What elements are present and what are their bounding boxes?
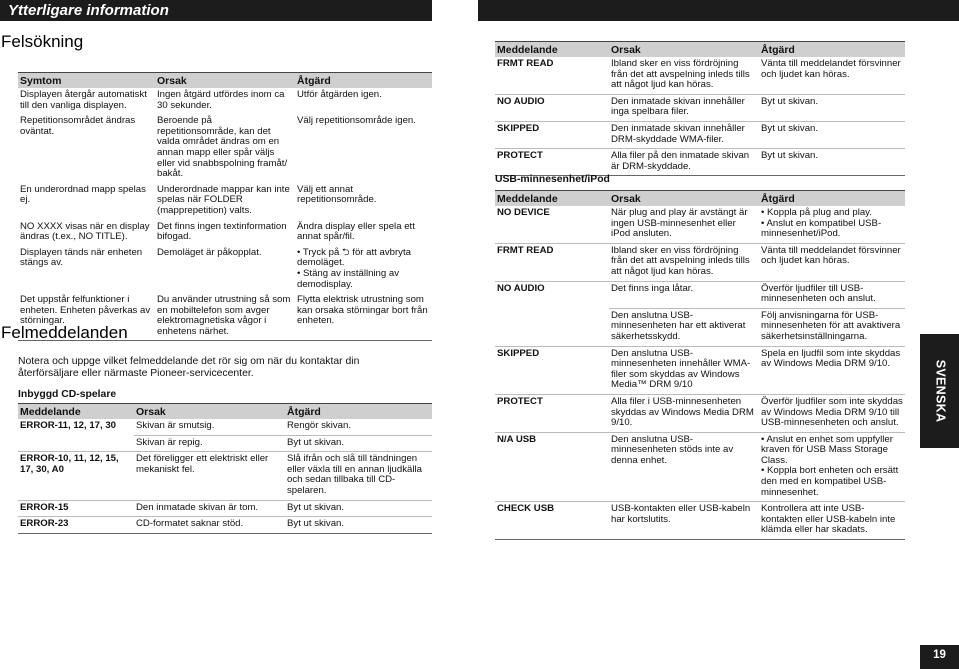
column-header: Orsak — [155, 73, 295, 89]
table-row — [18, 183, 432, 220]
table-row — [495, 346, 905, 394]
table-row — [495, 394, 905, 432]
cd-error-table-continued — [495, 41, 905, 176]
felsokning-title: Felsökning — [1, 32, 84, 51]
cause-cell: Det finns inga låtar. — [609, 281, 759, 308]
cause-cell: Ibland sker en viss fördröjning från det att avspelning inleds tills att något ljud kan höras. — [611, 58, 750, 91]
action-cell: Flytta elektrisk utrustning som kan orsaka störningar bort från enheten. — [295, 293, 432, 341]
action-cell: Ändra display eller spela ett annat spår/fil. — [297, 220, 415, 243]
message-cell: PROTECT — [495, 394, 609, 432]
table-row — [495, 432, 905, 502]
intro-paragraph: Notera och uppge vilket felmeddelande det rör sig om när du kontaktar din återförsäljare eller närmaste Pioneer-servicecenter. — [18, 356, 360, 379]
action-cell: Utför åtgärden igen. — [297, 89, 382, 100]
action-cell: Byt ut skivan. — [759, 121, 905, 148]
troubleshooting-table — [18, 72, 432, 341]
action-bullet: • Anslut en enhet som uppfyller kraven för USB Mass Storage Class. — [761, 433, 893, 466]
action-cell: Byt ut skivan. — [285, 517, 432, 534]
action-bullet: • Koppla bort enheten och ersätt den med en kompatibel USB-minnesenhet. — [761, 465, 899, 498]
usb-error-table — [495, 190, 905, 540]
section-header-title: Ytterligare information — [8, 2, 169, 19]
column-header: Åtgärd — [285, 404, 432, 420]
cause-cell: Beroende på repetitionsområde, kan det valda området ändras om en annan mapp eller spår väljs eller vid snabbspolning framåt/ bakåt. — [157, 115, 288, 180]
table-row — [18, 220, 432, 246]
column-header: Åtgärd — [759, 191, 905, 207]
action-cell: Byt ut skivan. — [285, 500, 432, 517]
message-cell: NO DEVICE — [497, 207, 550, 218]
table-row — [18, 88, 432, 114]
cause-cell: Det finns ingen textinformation bifogad. — [157, 220, 287, 243]
action-cell: Välj repetitionsområde igen. — [297, 115, 416, 127]
table-row — [18, 435, 432, 452]
table-row — [495, 502, 905, 540]
action-cell: Vänta till meddelandet försvinner och ljudet kan höras. — [759, 243, 905, 281]
table-row — [495, 206, 905, 243]
symptom-cell: Det uppstår felfunktioner i enheten. Enheten påverkas av störningar. — [18, 293, 155, 341]
column-header: Orsak — [134, 404, 285, 420]
table-row — [18, 419, 432, 435]
symptom-cell: En underordnad mapp spelas ej. — [20, 183, 146, 206]
action-cell — [759, 432, 905, 502]
action-cell: Vänta till meddelandet försvinner och ljudet kan höras. — [761, 58, 901, 80]
message-cell: ERROR-11, 12, 17, 30 — [20, 420, 116, 431]
cause-cell: Du använder utrustning så som en mobiltelefon som avger elektromagnetiska vågor i enhetens närhet. — [155, 293, 295, 341]
symptom-cell: Displayen återgår automatiskt till den vanliga displayen. — [20, 89, 147, 111]
column-header: Meddelande — [495, 191, 609, 207]
action-cell: Kontrollera att inte USB-kontakten eller USB-kabeln inte klämda eller har skadats. — [759, 502, 905, 540]
message-cell: SKIPPED — [495, 121, 609, 148]
action-cell: Spela en ljudfil som inte skyddas av Windows Media DRM 9/10. — [759, 346, 905, 394]
action-cell: Överför ljudfiler som inte skyddas av Windows Media DRM 9/10 till USB-minnesenheten och anslut. — [759, 394, 905, 432]
action-cell: Följ anvisningarna för USB-minnesenheten för att avaktivera säkerhetsinställningarna. — [759, 308, 905, 346]
table-row — [18, 452, 432, 500]
action-cell: Slå ifrån och slå till tändningen eller växla till en annan ljudkälla och sedan tillbaka till CD-spelaren. — [285, 452, 432, 500]
action-cell: Byt ut skivan. — [285, 435, 432, 452]
action-bullet: • Tryck på ⮌ för att avbryta demoläget. — [297, 246, 411, 269]
action-bullet: • Anslut en kompatibel USB-minnesenhet/iPod. — [761, 217, 882, 240]
message-cell: N/A USB — [495, 432, 609, 502]
table-row — [18, 517, 432, 534]
message-cell: CHECK USB — [495, 502, 609, 540]
message-cell: NO AUDIO — [495, 94, 609, 121]
cause-cell: CD-formatet saknar stöd. — [134, 517, 285, 534]
cause-cell: Den anslutna USB-minnesenheten innehåller WMA-filer som skyddas av Windows Media™ DRM 9/10 — [609, 346, 759, 394]
cause-cell: Den inmatade skivan innehåller inga spelbara filer. — [609, 94, 759, 121]
table-row — [18, 114, 432, 183]
column-header: Orsak — [609, 42, 759, 58]
cause-cell: Skivan är repig. — [134, 435, 285, 452]
action-cell: Byt ut skivan. — [759, 94, 905, 121]
cause-cell: Alla filer i USB-minnesenheten skyddas av Windows Media DRM 9/10. — [609, 394, 759, 432]
action-cell — [295, 246, 432, 293]
action-cell: Överför ljudfiler till USB-minnesenheten och anslut. — [759, 281, 905, 308]
symptom-cell: Displayen tänds när enheten stängs av. — [20, 246, 143, 269]
table-row — [18, 500, 432, 517]
felmeddelanden-title: Felmeddelanden — [1, 323, 128, 342]
table-row — [495, 308, 905, 346]
cause-cell: Ibland sker en viss fördröjning från det att avspelning inleds tills att något ljud kan höras. — [609, 243, 759, 281]
cause-cell: Den inmatade skivan är tom. — [134, 500, 285, 517]
cause-cell: USB-kontakten eller USB-kabeln har kortslutits. — [609, 502, 759, 540]
section-header-bar — [0, 0, 432, 21]
section-header-bar-right — [478, 0, 959, 21]
action-cell — [759, 206, 905, 243]
cause-cell: Den anslutna USB-minnesenheten stöds inte av denna enhet. — [609, 432, 759, 502]
cause-cell: Skivan är smutsig. — [136, 420, 215, 431]
message-cell: PROTECT — [495, 149, 609, 176]
action-cell: Rengör skivan. — [287, 420, 351, 431]
message-cell: FRMT READ — [495, 243, 609, 281]
usb-subtitle: USB-minnesenhet/iPod — [495, 174, 610, 185]
page-number: 19 — [933, 649, 946, 661]
message-cell: ERROR-23 — [18, 517, 134, 534]
table-row — [495, 243, 905, 281]
action-cell: Byt ut skivan. — [759, 149, 905, 176]
language-tab-label: SVENSKA — [932, 359, 947, 423]
column-header: Symtom — [18, 73, 155, 89]
column-header: Åtgärd — [759, 42, 905, 58]
table-row — [495, 57, 905, 94]
symptom-cell: NO XXXX visas när en display ändras (t.ex., NO TITLE). — [20, 220, 150, 243]
column-header: Meddelande — [495, 42, 609, 58]
language-tab — [920, 334, 959, 448]
action-bullet: • Stäng av inställning av demodisplay. — [297, 267, 400, 290]
message-cell: ERROR-15 — [18, 500, 134, 517]
cause-cell: Det föreligger ett elektriskt eller mekaniskt fel. — [134, 452, 285, 500]
cause-cell: Underordnade mappar kan inte spelas när FOLDER (mapprepetition) valts. — [157, 183, 290, 216]
column-header: Meddelande — [18, 404, 134, 420]
action-cell: Välj ett annat repetitionsområde. — [297, 183, 377, 206]
page-number-box — [920, 645, 959, 669]
message-cell — [495, 308, 609, 346]
cause-cell: Ingen åtgärd utfördes inom ca 30 sekunder. — [157, 89, 285, 111]
cause-cell: Alla filer på den inmatade skivan är DRM-skyddade. — [609, 149, 759, 176]
table-row — [495, 281, 905, 308]
cause-cell: Demoläget är påkopplat. — [157, 246, 262, 258]
message-cell: NO AUDIO — [495, 281, 609, 308]
column-header: Orsak — [609, 191, 759, 207]
cd-error-table — [18, 403, 432, 534]
cause-cell: Den anslutna USB-minnesenheten har ett aktiverat säkerhetsskydd. — [609, 308, 759, 346]
table-row — [495, 149, 905, 176]
action-bullet: • Koppla på plug and play. — [761, 207, 872, 218]
message-cell: FRMT READ — [497, 58, 554, 69]
table-row — [495, 121, 905, 148]
cause-cell: När plug and play är avstängt är ingen USB-minnesenhet eller iPod ansluten. — [611, 207, 748, 240]
symptom-cell: Repetitionsområdet ändras oväntat. — [20, 115, 136, 137]
table-row — [18, 246, 432, 293]
message-cell — [18, 435, 134, 452]
cause-cell: Den inmatade skivan innehåller DRM-skyddade WMA-filer. — [609, 121, 759, 148]
message-cell: SKIPPED — [495, 346, 609, 394]
message-cell: ERROR-10, 11, 12, 15, 17, 30, A0 — [18, 452, 134, 500]
table-row — [495, 94, 905, 121]
cd-subtitle: Inbyggd CD-spelare — [18, 389, 117, 400]
column-header: Åtgärd — [295, 73, 432, 89]
